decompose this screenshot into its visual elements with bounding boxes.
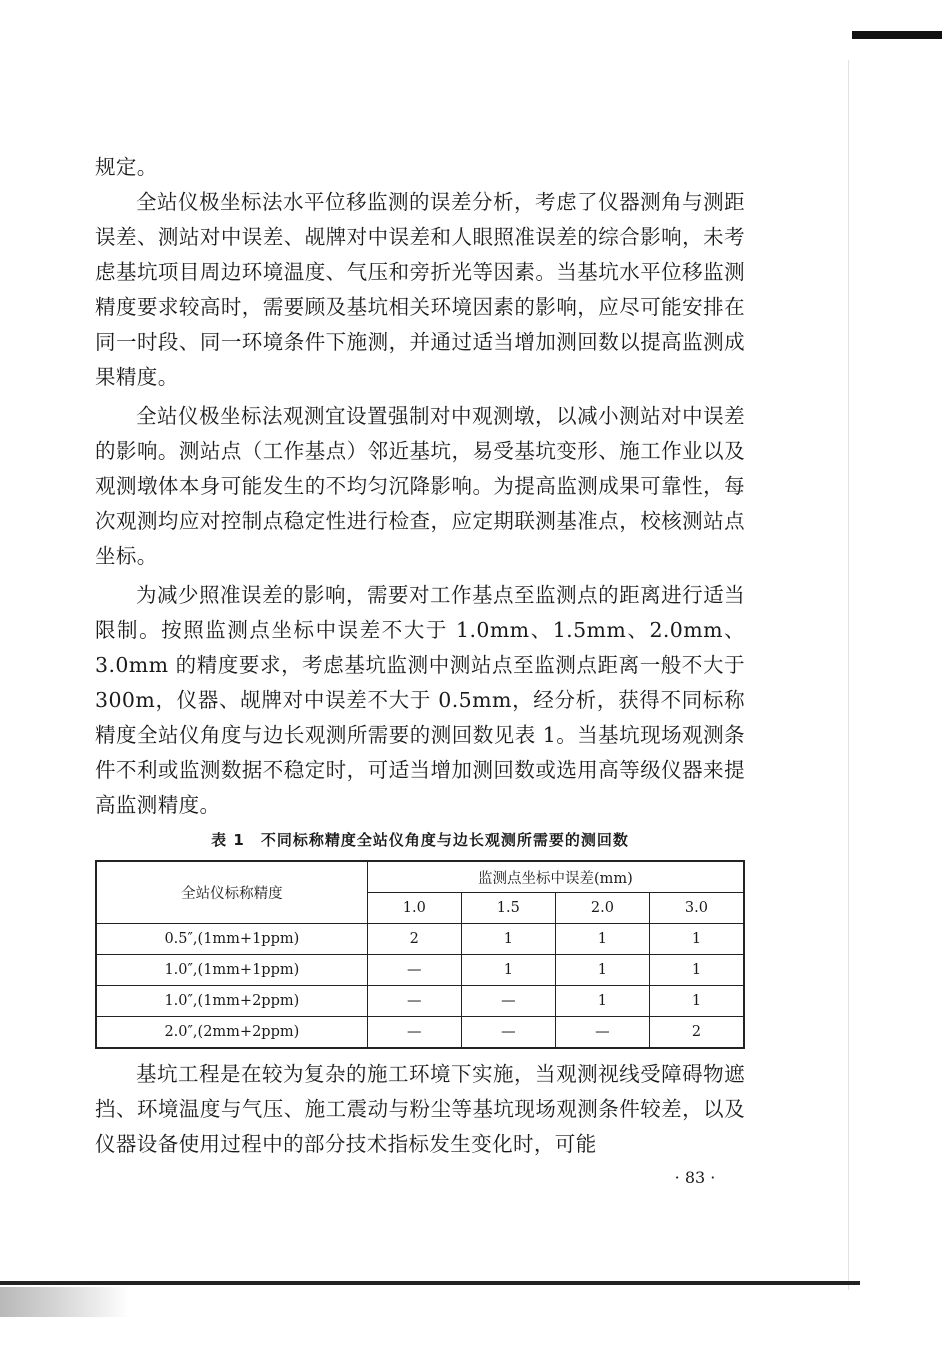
scan-artifact bbox=[0, 1287, 130, 1317]
table-cell: 1 bbox=[649, 924, 744, 955]
row-header: 全站仪标称精度 bbox=[96, 861, 367, 924]
table-cell: 2 bbox=[649, 1017, 744, 1049]
row-label: 0.5″,(1mm+1ppm) bbox=[96, 924, 367, 955]
row-label: 1.0″,(1mm+2ppm) bbox=[96, 986, 367, 1017]
column-header: 1.5 bbox=[461, 893, 555, 924]
table-caption: 表 1 不同标称精度全站仪角度与边长观测所需要的测回数 bbox=[211, 831, 629, 849]
table-cell: 2 bbox=[367, 924, 461, 955]
table-cell: — bbox=[555, 1017, 649, 1049]
column-header: 2.0 bbox=[555, 893, 649, 924]
column-header: 1.0 bbox=[367, 893, 461, 924]
paragraph-5: 基坑工程是在较为复杂的施工环境下实施，当观测视线受障碍物遮挡、环境温度与气压、施工震动与粉尘等基坑现场观测条件较差，以及仪器设备使用过程中的部分技术指标发生变化时，可能 bbox=[95, 1062, 745, 1156]
table-cell: — bbox=[367, 955, 461, 986]
table-cell: 1 bbox=[461, 955, 555, 986]
table-row bbox=[96, 924, 744, 955]
footer-rule bbox=[0, 1281, 860, 1285]
paragraph-3: 全站仪极坐标法观测宜设置强制对中观测墩，以减小测站对中误差的影响。测站点（工作基点）邻近基坑，易受基坑变形、施工作业以及观测墩体本身可能发生的不均匀沉降影响。为提高监测成果可靠性，每次观测均应对控制点稳定性进行检查，应定期联测基准点，校核测站点坐标。 bbox=[95, 404, 745, 568]
header-rule bbox=[852, 31, 942, 39]
table-cell: — bbox=[367, 986, 461, 1017]
row-label: 2.0″,(2mm+2ppm) bbox=[96, 1017, 367, 1049]
paragraph-4: 为减少照准误差的影响，需要对工作基点至监测点的距离进行适当限制。按照监测点坐标中误差不大于 1.0mm、1.5mm、2.0mm、3.0mm 的精度要求，考虑基坑监测中测站点至监测点距离一般不大于 300m，仪器、觇牌对中误差不大于 0.5mm，经分析，获得不同标称精度全站仪角度与边长观测所需要的测回数见表 1。当基坑现场观测条件不利或监测数据不稳定时，可适当增加测回数或选用高等级仪器来提高监测精度。 bbox=[95, 583, 745, 817]
page-number: · 83 · bbox=[674, 1168, 716, 1187]
table-cell: 1 bbox=[649, 955, 744, 986]
table-row bbox=[96, 1017, 744, 1049]
observation-table bbox=[95, 860, 745, 1049]
table-cell: 1 bbox=[555, 955, 649, 986]
table-cell: — bbox=[367, 1017, 461, 1049]
table-header-row bbox=[96, 861, 744, 893]
column-header: 3.0 bbox=[649, 893, 744, 924]
paragraph-1: 规定。 bbox=[95, 155, 158, 179]
paragraph-2: 全站仪极坐标法水平位移监测的误差分析，考虑了仪器测角与测距误差、测站对中误差、觇牌对中误差和人眼照准误差的综合影响，未考虑基坑项目周边环境温度、气压和旁折光等因素。当基坑水平位移监测精度要求较高时，需要顾及基坑相关环境因素的影响，应尽可能安排在同一时段、同一环境条件下施测，并通过适当增加测回数以提高监测成果精度。 bbox=[95, 190, 745, 389]
page-edge bbox=[848, 60, 849, 1290]
body-text bbox=[95, 150, 745, 1162]
table-row bbox=[96, 955, 744, 986]
table-cell: 1 bbox=[649, 986, 744, 1017]
table-cell: 1 bbox=[461, 924, 555, 955]
table-row bbox=[96, 986, 744, 1017]
table-cell: 1 bbox=[555, 924, 649, 955]
group-header: 监测点坐标中误差(mm) bbox=[367, 861, 744, 893]
table-cell: 1 bbox=[555, 986, 649, 1017]
table-cell: — bbox=[461, 1017, 555, 1049]
table-cell: — bbox=[461, 986, 555, 1017]
row-label: 1.0″,(1mm+1ppm) bbox=[96, 955, 367, 986]
